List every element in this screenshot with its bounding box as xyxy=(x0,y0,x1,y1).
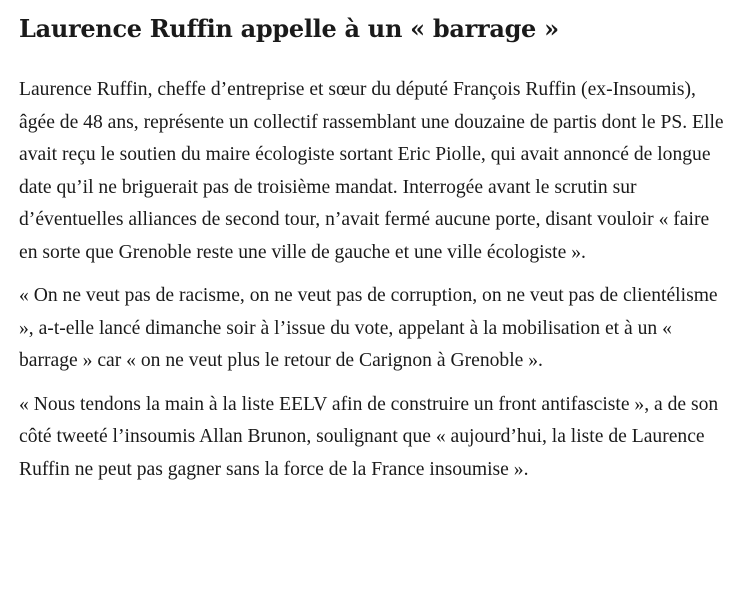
article-paragraph: « On ne veut pas de racisme, on ne veut pas de corruption, on ne veut pas de clientélisme », a-t-elle lancé dimanche soir à l’issue du vote, appelant à la mobilisation et à un « barrage » car « on ne veut plus le retour de Carignon à Grenoble ». xyxy=(19,285,718,371)
article-heading: Laurence Ruffin appelle à un « barrage » xyxy=(19,14,559,43)
article xyxy=(19,0,727,486)
article-paragraph: « Nous tendons la main à la liste EELV afin de construire un front antifasciste », a de son côté tweeté l’insoumis Allan Brunon, soulignant que « aujourd’hui, la liste de Laurence Ruffin ne peut pas gagner sans la force de la France insoumise ». xyxy=(19,393,719,480)
article-paragraph: Laurence Ruffin, cheffe d’entreprise et sœur du député François Ruffin (ex-Insoumis), âgée de 48 ans, représente un collectif rassemblant une douzaine de partis dont le PS. Elle avait reçu le soutien du maire écologiste sortant Eric Piolle, qui avait annoncé de longue date qu’il ne briguerait pas de troisième mandat. Interrogée avant le scrutin sur d’éventuelles alliances de second tour, n’avait fermé aucune porte, disant vouloir « faire en sorte que Grenoble reste une ville de gauche et une ville écologiste ». xyxy=(19,79,724,263)
